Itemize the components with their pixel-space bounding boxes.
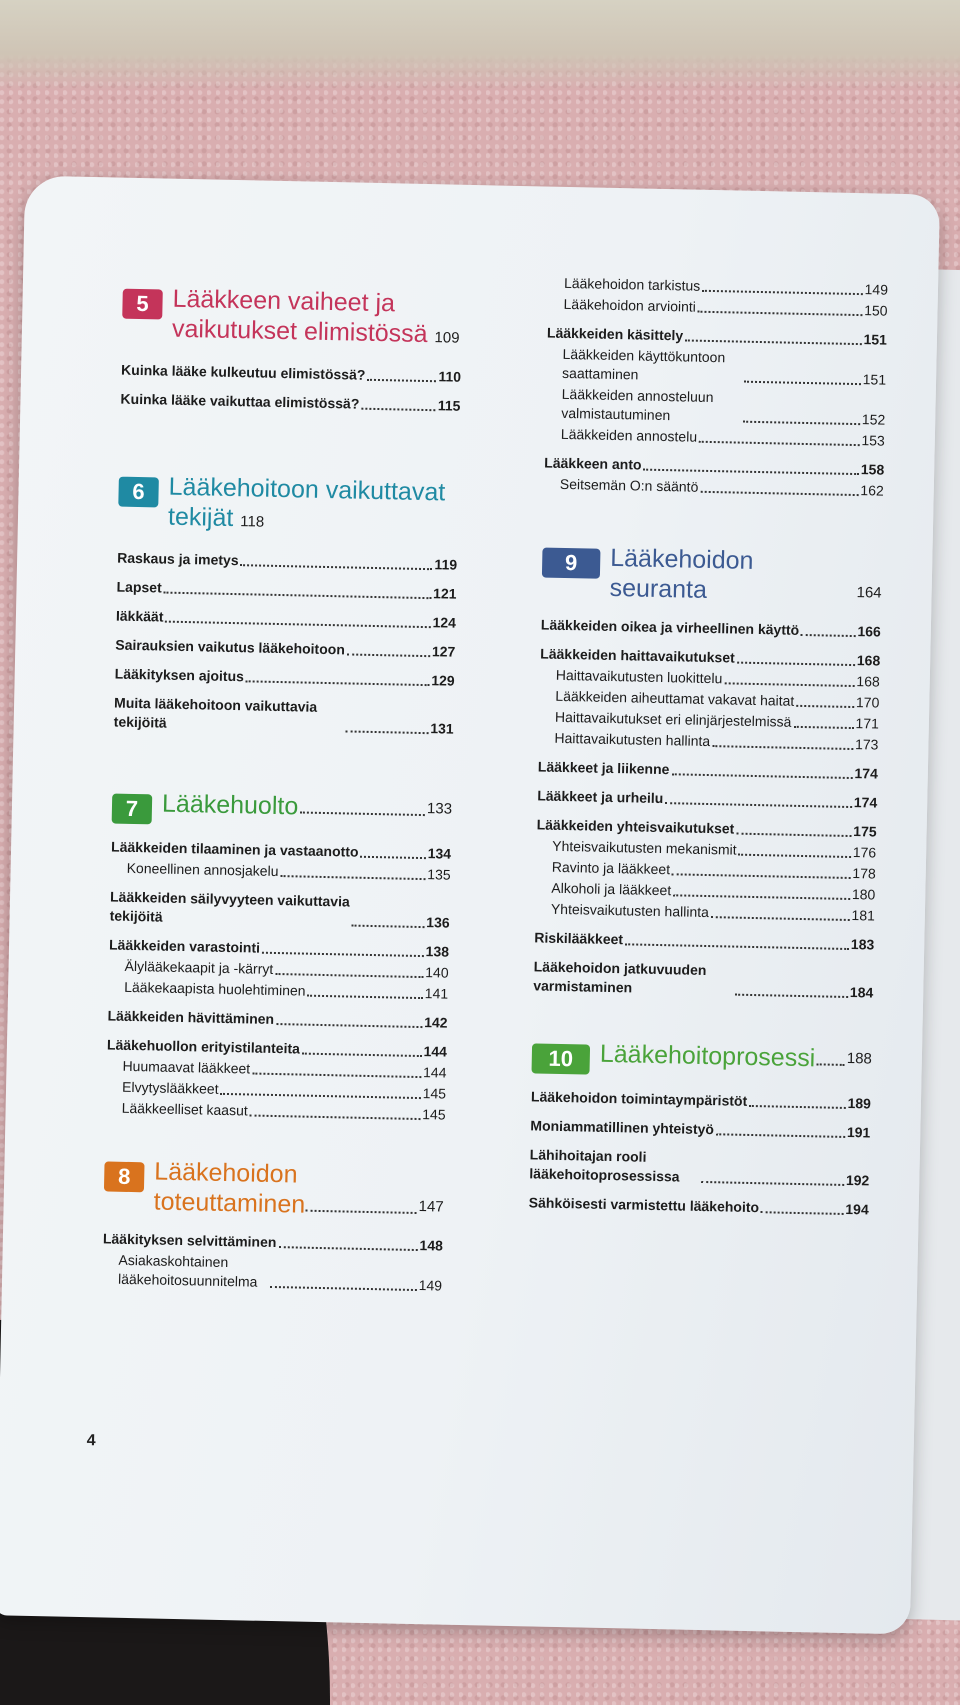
toc-entry: Lääkkeiden haittavaikutukset 168 [540,645,881,669]
chapter-title-text: Lääkkeen vaiheet ja vaikutukset elimistössä [171,284,428,349]
toc-entry: Raskaus ja imetys 119 [117,549,458,573]
toc-entry: Riskilääkkeet 183 [534,929,875,953]
toc-entry: Lääkkeiden annosteluun valmistautuminen 152 [561,385,886,428]
chapter-number: 8 [104,1161,145,1192]
toc-entry: Lääkityksen ajoitus 129 [114,665,455,689]
chapter-page: 109 [434,329,460,347]
toc-entry: Haittavaikutusten luokittelu 168 [555,666,880,690]
toc-entry: Yhteisvaikutusten mekanismit 176 [552,837,877,861]
chapter-8-heading [103,1155,444,1222]
chapter-title-text: Lääkehoitoprosessi [599,1039,816,1073]
toc-entry: Sairauksien vaikutus lääkehoitoon 127 [115,636,456,660]
toc-entry: Moniammatillinen yhteistyö 191 [530,1117,871,1141]
book-page [0,176,940,1635]
chapter-number: 7 [112,794,153,825]
toc-entry: Lääkekaapista huolehtiminen 141 [124,978,449,1002]
toc-entry: Kuinka lääke vaikuttaa elimistössä? 115 [120,390,461,414]
toc-entry: Lääkkeen anto 158 [544,454,885,478]
chapter-title [153,1157,444,1223]
toc-entry: Lapset 121 [116,578,457,602]
toc-entry: Lähihoitajan rooli lääkehoitoprosessissa 192 [529,1146,870,1189]
toc-entry: Lääkkeelliset kaasut 145 [121,1099,446,1123]
toc-entry: Lääkkeiden säilyvyyteen vaikuttavia tekijöitä 136 [109,888,450,931]
toc-entry: Lääkehoidon arviointi 150 [563,295,888,319]
chapter-page: 164 [856,584,882,602]
chapter-number: 6 [118,477,159,508]
toc-entry: Lääkkeiden yhteisvaikutukset 175 [536,816,877,840]
chapter-10-heading [531,1037,872,1080]
chapter-6-heading [118,471,459,542]
chapter-5-heading [122,283,463,354]
toc-entry: Lääkityksen selvittäminen 148 [102,1230,444,1254]
chapter-page: 118 [240,513,265,531]
toc-entry: Koneellinen annosjakelu 135 [126,859,451,883]
toc-entry: Lääkehuollon erityistilanteita 144 [106,1036,448,1060]
toc-entry: Lääkkeiden käsittely 151 [546,324,888,348]
chapter-title-text: Lääkehoitoon vaikuttavat tekijät [167,472,446,533]
chapter-title [609,543,882,609]
chapter-7-heading [112,788,453,831]
chapter-page: 147 [418,1198,444,1216]
toc-entry: Elvytyslääkkeet 145 [121,1078,447,1102]
right-column [529,272,889,1222]
toc-entry: Muita lääkehoitoon vaikuttavia tekijöitä 131 [113,694,454,737]
chapter-number: 10 [531,1043,590,1074]
toc-entry: Asiakaskohtainen lääkehoitosuunnitelma 149 [117,1251,443,1294]
toc-entry: Lääkkeet ja liikenne 174 [537,758,879,782]
chapter-page: 133 [426,800,453,818]
chapter-title [172,284,463,354]
chapter-number: 9 [542,547,601,578]
toc-entry: Lääkkeiden hävittäminen 142 [107,1007,448,1031]
toc-entry: Ravinto ja lääkkeet 178 [551,858,876,882]
toc-entry: Alkoholi ja lääkkeet 180 [551,879,876,903]
page-number: 4 [86,1432,96,1450]
chapter-9-heading [541,541,882,608]
toc-entry: Lääkehoidon tarkistus 149 [563,274,889,298]
toc-entry: Lääkkeiden käyttökuntoon saattaminen 151 [561,345,887,388]
toc-entry: Iäkkäät 124 [115,607,457,631]
background-wall [0,0,960,90]
toc-entry: Haittavaikutusten hallinta 173 [554,729,879,753]
toc-entry: Lääkkeiden tilaaminen ja vastaanotto 134 [110,838,452,862]
chapter-title-text: Lääkehoidon toteuttaminen [153,1157,306,1219]
toc-entry: Lääkkeet ja urheilu 174 [537,787,878,811]
toc-entry: Lääkkeiden aiheuttamat vakavat haitat 170 [555,687,880,711]
toc-entry: Älylääkekaapit ja -kärryt 140 [124,957,449,981]
toc-entry: Lääkkeiden varastointi 138 [108,936,450,960]
toc-entry: Sähköisesti varmistettu lääkehoito 194 [528,1194,869,1218]
toc-entry: Lääkehoidon toimintaympäristöt 189 [530,1088,872,1112]
toc-entry: Lääkehoidon jatkuvuuden varmistaminen 184 [533,958,874,1001]
toc-entry: Huumaavat lääkkeet 144 [122,1057,447,1081]
toc-entry: Lääkkeiden oikea ja virheellinen käyttö 166 [540,616,881,640]
chapter-title [168,472,459,542]
chapter-page: 188 [846,1049,873,1068]
toc-entry: Yhteisvaikutusten hallinta 181 [550,900,876,924]
toc-entry: Seitsemän O:n sääntö 162 [559,475,884,499]
toc-entry: Kuinka lääke kulkeutuu elimistössä? 110 [120,361,462,385]
chapter-title [600,1039,873,1075]
toc-entry: Haittavaikutukset eri elinjärjestelmissä 171 [554,708,880,732]
chapter-title [162,789,453,825]
chapter-title-text: Lääkehoidon seuranta [609,543,754,604]
left-column [102,283,463,1298]
chapter-title-text: Lääkehuolto [161,789,299,821]
toc-entry: Lääkkeiden annostelu 153 [560,425,885,449]
chapter-number: 5 [122,289,163,320]
